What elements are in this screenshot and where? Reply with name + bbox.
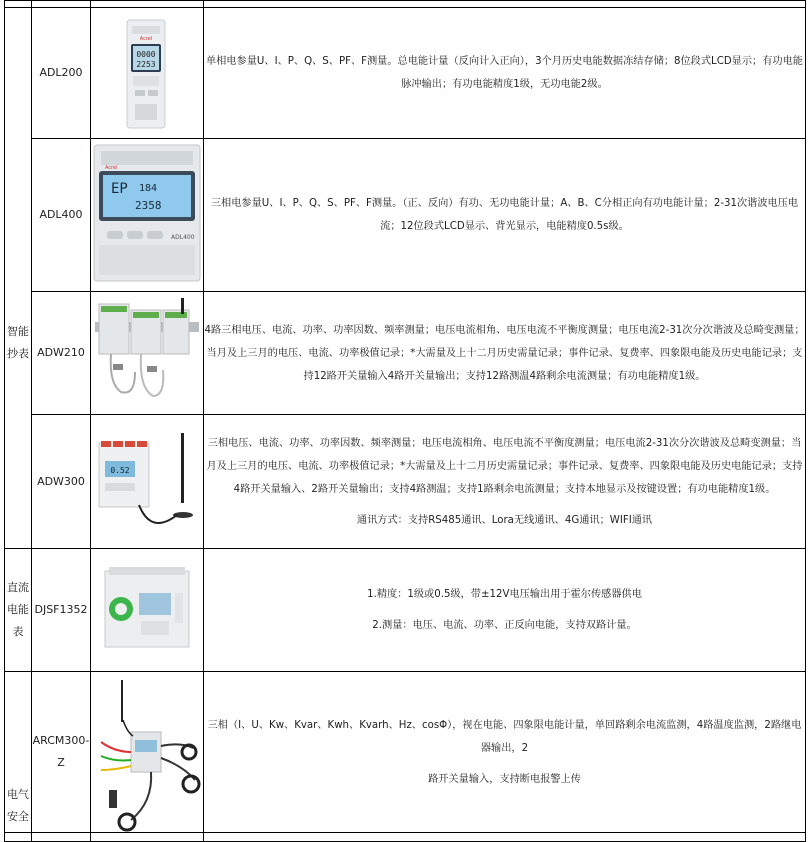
category-label: 智能抄表 [7, 325, 29, 360]
table-row-partial-bottom [5, 833, 806, 842]
product-image-adw210 [91, 292, 204, 415]
model-name: ADW210 [32, 292, 91, 415]
screen-ep: EP [111, 181, 128, 197]
category-dc-meter [5, 549, 32, 672]
table-row-partial-top [5, 1, 806, 8]
model-cell [32, 1, 91, 8]
desc-text-1: 1.精度：1级或0.5级，带±12V电压输出用于霍尔传感器供电 [367, 589, 642, 600]
desc-text-2: 2.测量：电压、电流、功率、正反向电能，支持双路计量。 [372, 620, 637, 631]
category-cell [5, 833, 32, 842]
image-cell [91, 833, 204, 842]
table-row [5, 672, 806, 833]
category-cell [5, 1, 32, 8]
category-smart-meter [5, 8, 32, 549]
desc-adl400 [204, 139, 806, 292]
desc-text: 4路三相电压、电流、功率、功率因数、频率测量；电压电流相角、电压电流不平衡度测量；电压电流2-31次分次谐波及总畸变测量；当月及上三月的电压、电流、功率极值记录；*大需量及上十二月历史需量记录；事件记录、复费率、四象限电能及历史电能记录；支持12路开关量输入4路开关量输出；支持12路测温4路剩余电流测量；有功电能精度1级。 [204, 324, 805, 382]
brand-logo: Acrel [105, 165, 118, 171]
desc-text: 单相电参量U、I、P、Q、S、PF、F测量。总电能计量（反向计入正向），3个月历史电能数据冻结存储；8位段式LCD显示；有功电能脉冲输出；有功电能精度1级，无功电能2级。 [205, 56, 803, 90]
model-name: ADW300 [32, 415, 91, 549]
table-row [5, 139, 806, 292]
desc-cell [204, 1, 806, 8]
category-electrical-safety [5, 672, 32, 833]
product-image-adw300 [91, 415, 204, 549]
desc-adl200 [204, 8, 806, 139]
desc-text: 三相电参量U、I、P、Q、S、PF、F测量。（正、反向）有功、无功电能计量；A、B、C分相正向有功电能计量；2-31次谐波电压电流；12位段式LCD显示、背光显示，电能精度0.5s级。 [210, 198, 799, 232]
desc-adw300 [204, 415, 806, 549]
desc-cell [204, 833, 806, 842]
screen-value-2: 2358 [135, 199, 162, 212]
desc-text: 三相电压、电流、功率、功率因数、频率测量；电压电流相角、电压电流不平衡度测量；电压电流2-31次分次谐波及总畸变测量；当月及上三月的电压、电流、功率极值记录；*大需量及上十二月历史需量记录；事件记录、复费率、四象限电能及历史电能记录；支持4路开关量输入、2路开关量输出；支持4路测温；支持1路剩余电流测量；支持本地显示及按键设置；有功电能精度1级。 [206, 437, 803, 495]
model-name: ADL400 [32, 139, 91, 292]
product-image-djsf1352 [91, 549, 204, 672]
desc-djsf1352 [204, 549, 806, 672]
table-row [5, 8, 806, 139]
table-row [5, 549, 806, 672]
model-name: ARCM300-Z [32, 672, 91, 833]
model-name: ADL200 [32, 8, 91, 139]
spec-table [4, 0, 806, 842]
screen-line-1: 0000 [136, 50, 156, 59]
table-row [5, 415, 806, 549]
screen-line-2: 2253 [136, 60, 156, 69]
desc-arcm300z [204, 672, 806, 833]
product-image-adl400 [91, 139, 204, 292]
desc-text-1: 三相（I、U、Kw、Kvar、Kwh、Kvarh、Hz、cosΦ），视在电能、四象限电能计量，单回路剩余电流监测，4路温度监测，2路继电器输出，2 [207, 719, 802, 754]
screen-value: 0.52 [110, 466, 130, 475]
desc-adw210 [204, 292, 806, 415]
product-image-arcm300z [91, 672, 204, 833]
model-cell [32, 833, 91, 842]
model-name: DJSF1352 [32, 549, 91, 672]
device-label: ADL400 [171, 234, 195, 241]
screen-value-1: 184 [139, 183, 158, 194]
table-row [5, 292, 806, 415]
desc-text-2: 路开关量输入，支持断电报警上传 [428, 773, 581, 785]
brand-logo: Acrel [139, 36, 153, 42]
product-image-adl200 [91, 8, 204, 139]
desc-comm: 通讯方式：支持RS485通讯、Lora无线通讯、4G通讯；WIFI通讯 [356, 514, 653, 526]
category-label: 电气安全 [7, 788, 29, 823]
category-label: 直流电能表 [7, 581, 29, 638]
image-cell [91, 1, 204, 8]
